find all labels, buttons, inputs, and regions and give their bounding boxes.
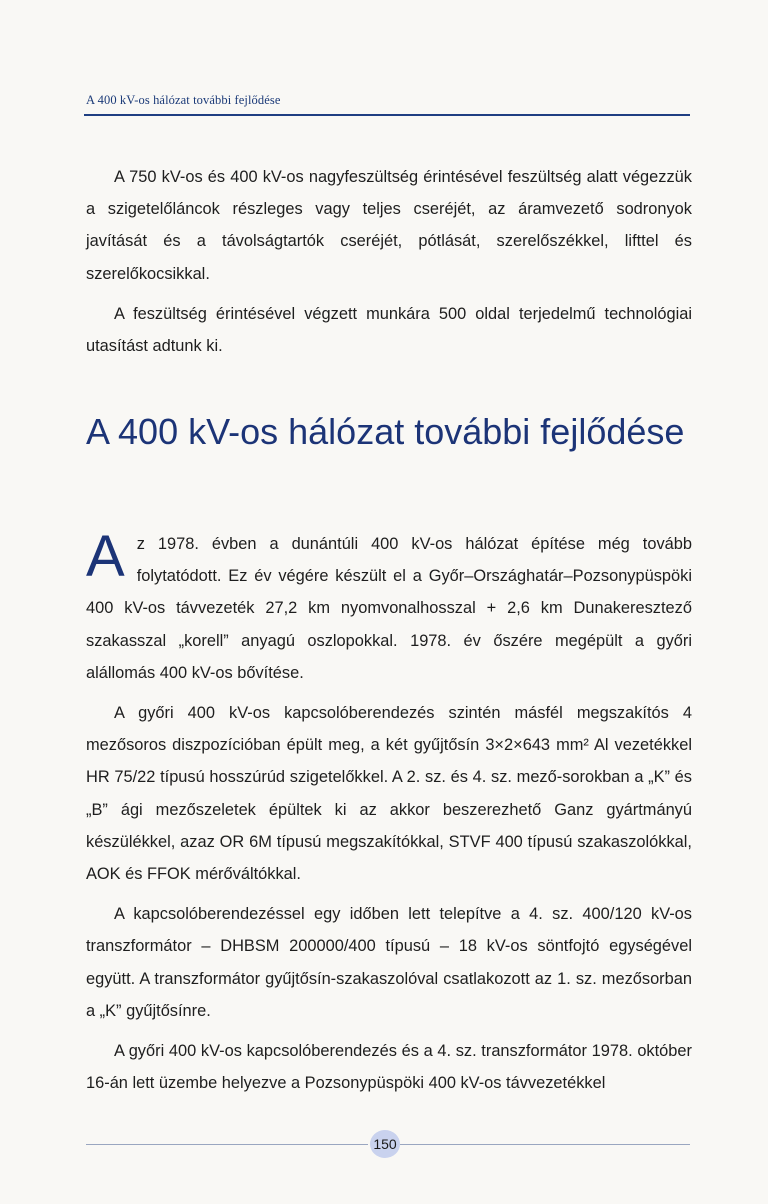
footer-rule-left bbox=[86, 1144, 368, 1145]
section-title: A 400 kV-os hálózat további fejlődése bbox=[86, 411, 685, 452]
header-rule bbox=[84, 114, 690, 116]
drop-cap: A bbox=[86, 524, 125, 589]
paragraph: A győri 400 kV-os kapcsolóberendezés szintén másfél megszakítós 4 mezősoros diszpozícióban épült meg, a két gyűjtősín 3×2×643 mm² Al vezetékkel HR 75/22 típusú hosszúrúd szigetelőkkel. A 2. sz. és 4. sz. mező-sorokban a „K” és „B” ági mezőszeletek épültek ki az akkor beszerezhető Ganz gyártmányú készülékkel, azaz OR 6M típusú megszakítókkal, STVF 400 típusú szakaszolókkal, AOK és FFOK mérőváltókkal. bbox=[86, 704, 692, 884]
paragraph: A kapcsolóberendezéssel egy időben lett telepítve a 4. sz. 400/120 kV-os transzformátor – DHBSM 200000/400 típusú – 18 kV-os söntfojtó egységével együtt. A transzformátor gyűjtősín-szakaszolóval csatlakozott az 1. sz. mezősorban a „K” gyűjtősínre. bbox=[86, 905, 692, 1020]
paragraph: A feszültség érintésével végzett munkára 500 oldal terjedelmű technológiai utasítást adtunk ki. bbox=[86, 304, 692, 356]
footer-rule-right bbox=[400, 1144, 690, 1145]
paragraph: A 750 kV-os és 400 kV-os nagyfeszültség érintésével feszültség alatt végezzük a szigetelőláncok részleges vagy teljes cseréjét, az áramvezető sodronyok javítását és a távolságtartók cseréjét, pótlását, szerelőszékkel, lifttel és szerelőkocsikkal. bbox=[86, 168, 692, 283]
section-body bbox=[86, 524, 692, 1107]
running-head: A 400 kV-os hálózat további fejlődése bbox=[86, 93, 281, 107]
intro-text bbox=[86, 161, 692, 370]
paragraph: A győri 400 kV-os kapcsolóberendezés és a 4. sz. transzformátor 1978. október 16-án lett üzembe helyezve a Pozsonypüspöki 400 kV-os távvezetékkel bbox=[86, 1042, 692, 1093]
lead-paragraph-text: z 1978. évben a dunántúli 400 kV-os hálózat építése még tovább folytatódott. Ez év végére készült el a Győr–Országhatár–Pozsonypüspöki 400 kV-os távvezeték 27,2 km nyomvonalhosszal + 2,6 km Dunakeresztező szakasszal „korell” anyagú oszlopokkal. 1978. év őszére megépült a győri alállomás 400 kV-os bővítése. bbox=[86, 535, 692, 682]
lead-paragraph bbox=[86, 524, 692, 689]
page-number: 150 bbox=[370, 1130, 400, 1158]
